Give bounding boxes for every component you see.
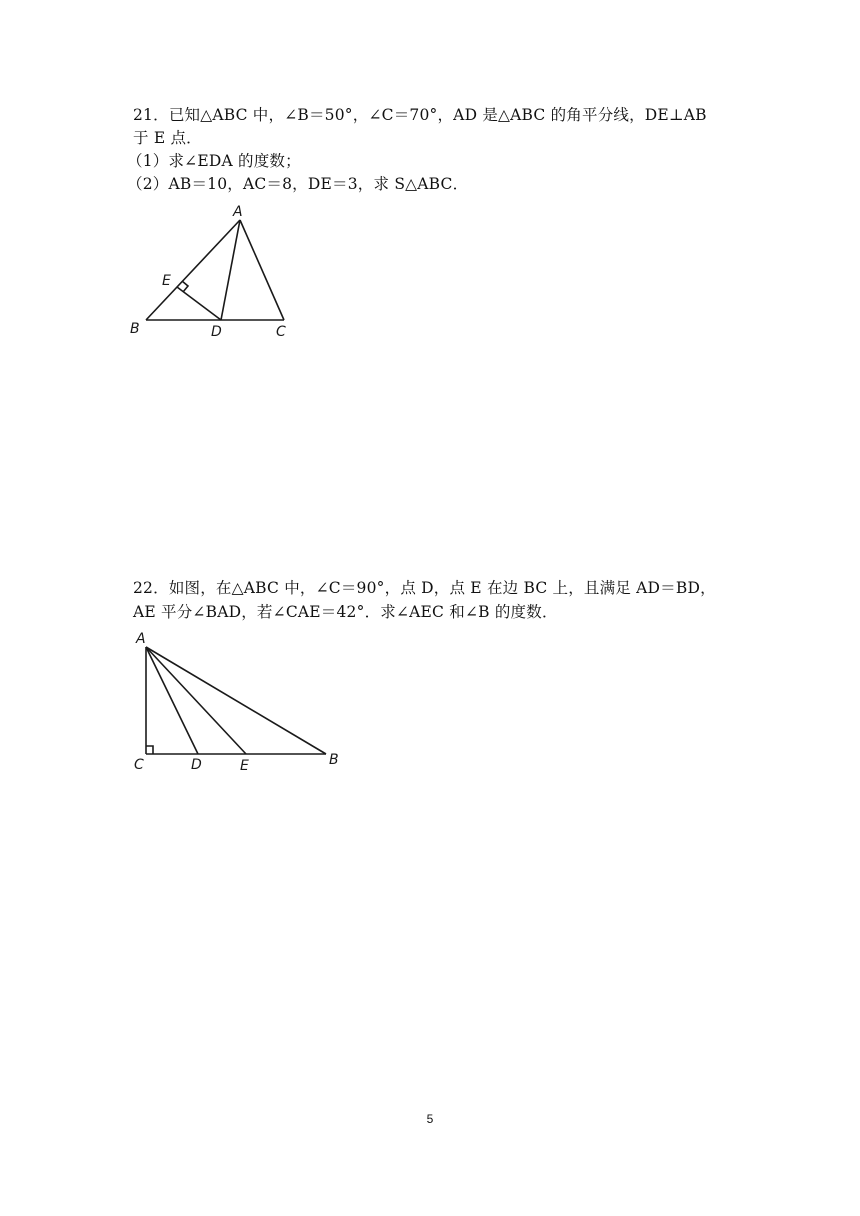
- label-e: E: [240, 758, 249, 774]
- segment-ab: [146, 220, 240, 320]
- segment-ab: [146, 647, 326, 754]
- right-angle-mark-c: [146, 746, 153, 754]
- figure-22-triangle: [128, 628, 348, 774]
- question-21-line-1: 21．已知△ABC 中，∠B＝50°，∠C＝70°，AD 是△ABC 的角平分线，DE⊥AB: [133, 106, 707, 124]
- question-21-line-2: 于 E 点．: [133, 129, 202, 147]
- segment-ad: [221, 220, 240, 320]
- label-c: C: [134, 757, 144, 773]
- label-e: E: [162, 273, 171, 289]
- label-b: B: [329, 752, 339, 768]
- question-21-part-2: （2）AB＝10，AC＝8，DE＝3，求 S△ABC．: [127, 175, 469, 193]
- question-22-line-2: AE 平分∠BAD，若∠CAE＝42°．求∠AEC 和∠B 的度数．: [133, 603, 558, 621]
- right-angle-mark-e: [182, 281, 188, 292]
- figure-21-triangle: [126, 200, 306, 342]
- label-c: C: [276, 324, 286, 340]
- page-number: 5: [426, 1112, 434, 1126]
- figure-21-svg: [126, 200, 306, 342]
- label-b: B: [130, 321, 140, 337]
- segment-ae: [146, 647, 246, 754]
- label-a: A: [136, 631, 146, 647]
- segment-ac: [240, 220, 284, 320]
- figure-22-svg: [128, 628, 348, 774]
- label-d: D: [191, 757, 202, 773]
- question-22-line-1: 22．如图，在△ABC 中，∠C＝90°，点 D，点 E 在边 BC 上，且满足 AD＝BD，: [133, 579, 716, 597]
- label-d: D: [211, 324, 222, 340]
- label-a: A: [233, 204, 243, 220]
- question-21-part-1: （1）求∠EDA 的度数；: [127, 152, 301, 170]
